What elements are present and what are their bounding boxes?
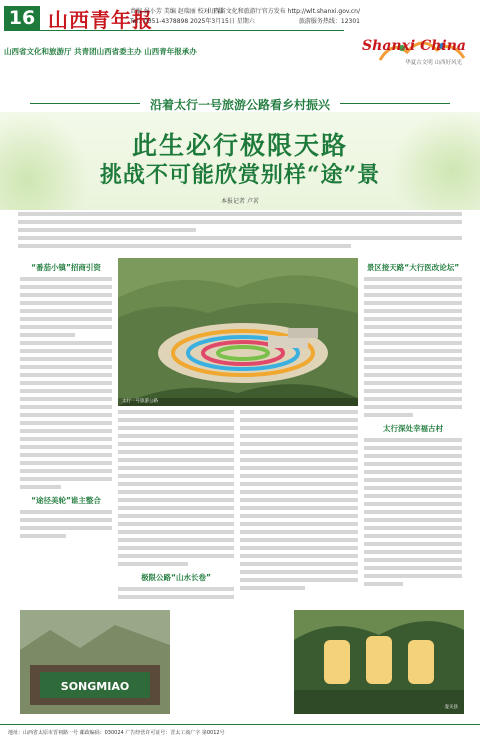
- section-divider: [4, 30, 344, 42]
- kicker-rule-right: [340, 103, 450, 104]
- subhead-col3-a: 极限公路“山水长卷”: [141, 573, 211, 582]
- byline: 本报记者 卢茗: [221, 198, 259, 205]
- footer-text: 地址：山西省太原市晋祠路一号 邮政编码：030024 广告经营许可证号：晋太工商广字 第0012号: [8, 730, 225, 736]
- headline-line-2: 挑战不可能欣赏别样“途”景: [99, 162, 381, 188]
- column-1: [20, 256, 112, 542]
- bottom-photo-songmiao: [20, 610, 170, 714]
- main-photo-caption: 太行一号旅游公路: [118, 398, 358, 406]
- column-3: [240, 410, 358, 594]
- subhead-col1-b: “途径美轮”谁主整合: [31, 496, 101, 505]
- editor-line: 责编 侯小芳 美编 赵瑞丽 校对 王晶: [130, 8, 224, 15]
- column-2: [118, 410, 234, 603]
- hotline-line: 旅游服务热线：12301: [298, 18, 360, 25]
- headline-line-1: 此生必行极限天路: [131, 131, 348, 160]
- lead-paragraph: [18, 212, 462, 252]
- column-4: [364, 256, 462, 590]
- date-line: Tel：0351-4378898 2025年3月15日 星期六: [130, 18, 255, 25]
- logo-text: Shanxi China: [362, 38, 466, 54]
- bottom-photo-right-label: 壶关县: [444, 705, 458, 710]
- newspaper-name: 山西青年报: [48, 8, 153, 32]
- official-site-line: 山西省文化和旅游厅官方发布 http://wlt.shanxi.gov.cn/: [207, 8, 360, 15]
- subhead-col4-b: 太行深处幸福古村: [383, 424, 443, 433]
- bottom-photo-lanterns: [294, 610, 464, 714]
- subhead-col4-a: 景区接天路“大行医改论坛”: [366, 263, 460, 272]
- logo-slogan: 华夏古文明 山西好风光: [405, 60, 462, 66]
- subhead-col1-a: “番茄小镇”招商引资: [31, 263, 101, 272]
- svg-text:SONGMIAO: SONGMIAO: [60, 680, 130, 693]
- section-sponsors: 山西省文化和旅游厅 共青团山西省委主办 山西青年报承办: [4, 47, 197, 56]
- main-photo-road-loops: [118, 258, 358, 406]
- kicker-headline: 沿着太行一号旅游公路看乡村振兴: [149, 98, 330, 112]
- footer: [0, 724, 480, 742]
- page-number: 16: [4, 6, 40, 30]
